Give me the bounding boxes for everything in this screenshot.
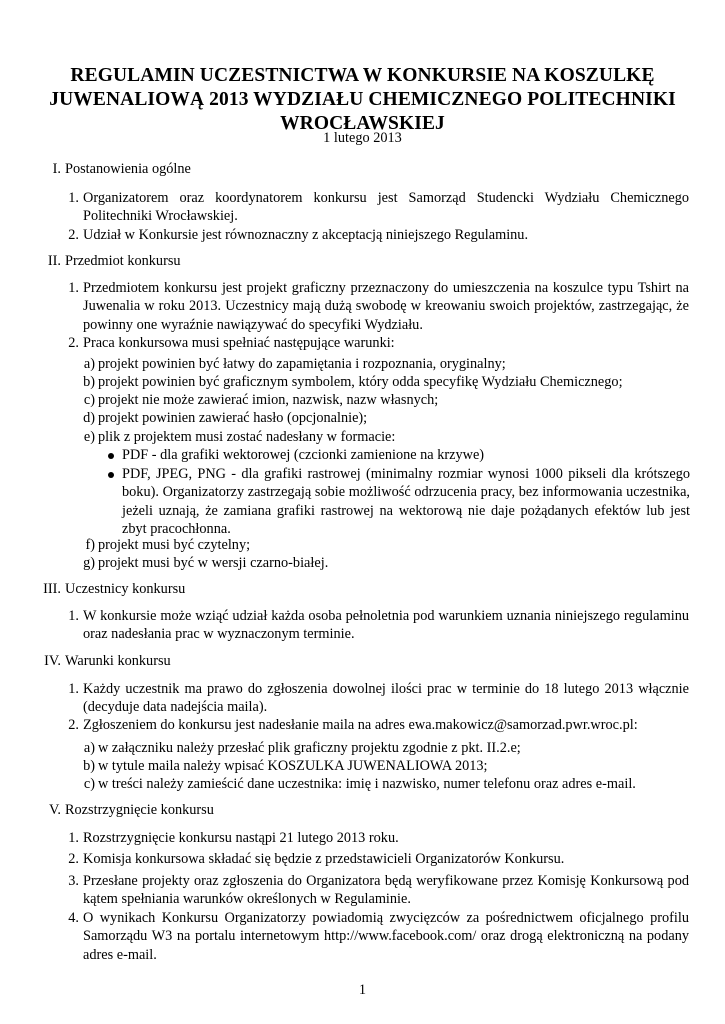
sub-item: plik z projektem musi zostać nadesłany w formacie: [98,429,396,445]
sub-item: projekt powinien być graficznym symbolem, który odda specyfikę Wydziału Chemicznego; [98,374,623,390]
sub-item-letter: c) [83,776,95,792]
item-number: 2. [68,851,79,867]
list-item: O wynikach Konkursu Organizatorzy powiadomią zwycięzców za pośrednictwem oficjalnego profilu Samorządu W3 na portalu internetowym http://www.facebook.com/ oraz drogą elektroniczną na podany adres e-mail. [83,910,689,963]
item-number: 1. [68,830,79,846]
list-item: Zgłoszeniem do konkursu jest nadesłanie maila na adres ewa.makowicz@samorzad.pwr.wroc.pl: [83,717,638,733]
list-item: Każdy uczestnik ma prawo do zgłoszenia dowolnej ilości prac w terminie do 18 lutego 2013 włącznie (decyduje data nadejścia maila). [83,681,689,716]
sub-item: projekt musi być w wersji czarno-białej. [98,555,329,571]
sub-item: projekt powinien zawierać hasło (opcjonalnie); [98,410,368,426]
list-item: Przesłane projekty oraz zgłoszenia do Organizatora będą weryfikowane przez Komisję Konkursową pod kątem spełniania warunków określonych w Regulaminie. [83,873,689,908]
section-title: Uczestnicy konkursu [65,581,186,597]
sub-item-letter: d) [83,410,95,426]
item-number: 2. [68,335,79,351]
list-item: Komisja konkursowa składać się będzie z przedstawicieli Organizatorów Konkursu. [83,851,565,867]
list-item: Przedmiotem konkursu jest projekt graficzny przeznaczony do umieszczenia na koszulce typu Tshirt na Juwenalia w roku 2013. Uczestnicy mają dużą swobodę w kreowaniu swoich projektów, zastrzegając, że powinny one wyraźnie nawiązywać do specyfiki Wydziału. [83,280,689,333]
document-date: 1 lutego 2013 [323,130,402,146]
section-number: I. [52,161,61,177]
section-title: Przedmiot konkursu [65,253,181,269]
section-title: Warunki konkursu [65,653,171,669]
sub-item-letter: e) [83,429,95,445]
sub-item: w treści należy zamieścić dane uczestnika: imię i nazwisko, numer telefonu oraz adres e-mail. [98,776,636,792]
item-number: 2. [68,227,79,243]
bullet-icon [108,472,114,478]
item-number: 1. [68,681,79,697]
sub-item: w załączniku należy przesłać plik graficzny projektu zgodnie z pkt. II.2.e; [98,740,521,756]
list-item: Rozstrzygnięcie konkursu nastąpi 21 lutego 2013 roku. [83,830,399,846]
item-number: 1. [68,608,79,624]
sub-item: projekt musi być czytelny; [98,537,251,553]
bullet-item: PDF, JPEG, PNG - dla grafiki rastrowej (minimalny rozmiar wynosi 1000 pikseli dla krótszego boku). Organizatorzy zastrzegają sobie możliwość odrzucenia pracy, bez informowania uczestnika, jeżeli uznają, że zamiana grafiki rastrowej na wektorową nie daje pożądanych efektów lub jest zbyt pracochłonna. [122,466,690,538]
sub-item-letter: c) [83,392,95,408]
section-number: IV. [44,653,61,669]
sub-item: w tytule maila należy wpisać KOSZULKA JUWENALIOWA 2013; [98,758,488,774]
bullet-item: PDF - dla grafiki wektorowej (czcionki zamienione na krzywe) [122,447,485,463]
page-number: 1 [358,982,367,998]
sub-item-letter: a) [83,740,95,756]
section-number: III. [43,581,61,597]
document-title: REGULAMIN UCZESTNICTWA W KONKURSIE NA KOSZULKĘ JUWENALIOWĄ 2013 WYDZIAŁU CHEMICZNEGO POLITECHNIKI WROCŁAWSKIEJ [49,65,676,134]
sub-item: projekt powinien być łatwy do zapamiętania i rozpoznania, oryginalny; [98,356,506,372]
section-number: II. [47,253,61,269]
section-title: Postanowienia ogólne [65,161,191,177]
sub-item-letter: g) [83,555,95,571]
bullet-icon [108,453,114,459]
list-item: Udział w Konkursie jest równoznaczny z akceptacją niniejszego Regulaminu. [83,227,529,243]
sub-item-letter: b) [83,374,95,390]
list-item: W konkursie może wziąć udział każda osoba pełnoletnia pod warunkiem uznania niniejszego regulaminu oraz nadesłania prac w wyznaczonym terminie. [83,608,689,643]
item-number: 2. [68,717,79,733]
item-number: 4. [68,910,79,926]
section-title: Rozstrzygnięcie konkursu [65,802,214,818]
item-number: 3. [68,873,79,889]
sub-item-letter: f) [85,537,95,553]
section-number: V. [48,802,61,818]
item-number: 1. [68,190,79,206]
sub-item-letter: b) [83,758,95,774]
sub-item: projekt nie może zawierać imion, nazwisk, nazw własnych; [98,392,439,408]
item-number: 1. [68,280,79,296]
sub-item-letter: a) [83,356,95,372]
list-item: Organizatorem oraz koordynatorem konkursu jest Samorząd Studencki Wydziału Chemicznego Politechniki Wrocławskiej. [83,190,689,225]
list-item: Praca konkursowa musi spełniać następujące warunki: [83,335,395,351]
